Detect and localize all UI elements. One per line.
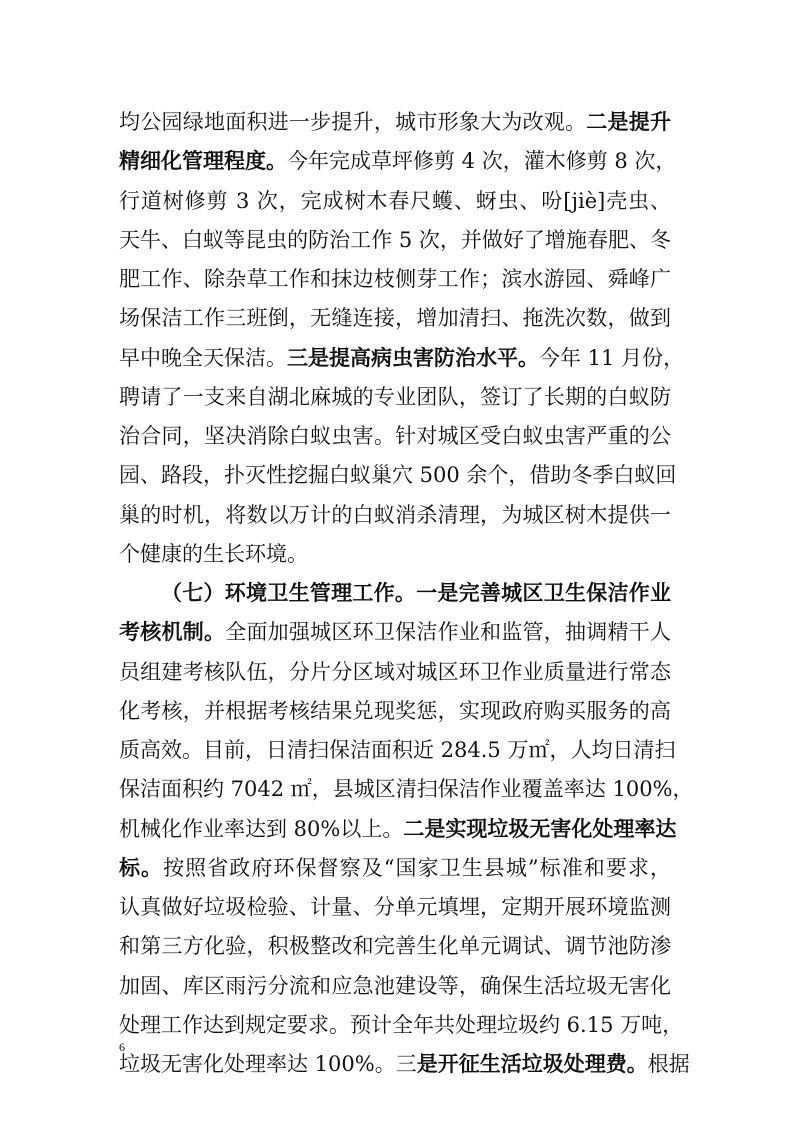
text-line	[119, 809, 677, 849]
bold-text-segment: 三是提高病虫害防治水平。	[287, 345, 539, 370]
text-segment: 个健康的生长环境。	[119, 541, 308, 566]
text-segment: 员组建考核队伍，分片分区域对城区环卫作业质量进行常态	[119, 659, 671, 684]
text-line	[119, 298, 671, 338]
text-line	[119, 455, 677, 495]
bold-text-segment: 二是提升	[586, 110, 672, 134]
text-line	[119, 534, 671, 574]
text-segment: 早中晚全天保洁。	[119, 345, 287, 370]
text-line	[119, 416, 671, 456]
bold-text-segment: （七）环境卫生管理工作。一是完善城区卫生保洁作业	[161, 581, 671, 605]
text-segment: 场保洁工作三班倒，无缝连接，增加清扫、拖洗次数，做到	[119, 306, 671, 331]
bold-text-segment: 标。	[119, 855, 164, 880]
text-line	[119, 495, 671, 535]
bold-text-segment: 精细化管理程度。	[119, 149, 287, 174]
text-segment: 肥工作、除杂草工作和抹边枝侧芽工作；滨水游园、舜峰广	[119, 267, 671, 291]
text-line	[119, 691, 671, 731]
text-segment: 天牛、白蚁等昆虫的防治工作 5 次，并做好了增施春肥、冬	[119, 227, 671, 252]
text-segment: 认真做好垃圾检验、计量、分单元填埋，定期开展环境监测	[119, 895, 671, 919]
bold-text-segment: 二是实现垃圾无害化处理率达	[403, 816, 677, 841]
text-line	[119, 181, 671, 221]
text-segment: 加固、库区雨污分流和应急池建设等，确保生活垃圾无害化	[119, 973, 671, 998]
text-line	[119, 220, 671, 260]
text-segment: 全面加强城区环卫保洁作业和监管，抽调精干人	[225, 620, 672, 645]
text-line	[119, 966, 671, 1006]
text-segment: 按照省政府环保督察及“国家卫生县城”标准和要求，	[163, 855, 671, 880]
text-segment: 今年完成草坪修剪 4 次，灌木修剪 8 次，	[287, 149, 677, 174]
text-segment: 聘请了一支来自湖北麻城的专业团队，签订了长期的白蚁防	[119, 384, 671, 409]
text-segment: 治合同，坚决消除白蚁虫害。针对城区受白蚁虫害严重的公	[119, 424, 671, 448]
text-segment: 保洁面积约 7042 ㎡，县城区清扫保洁作业覆盖率达 100%，	[119, 777, 694, 802]
text-line	[161, 573, 671, 613]
text-segment: 机械化作业率达到 80%以上。	[119, 816, 404, 841]
text-segment: 垃圾无害化处理率达 100%。三	[119, 1052, 417, 1076]
text-line	[119, 102, 671, 142]
bold-text-segment: 考核机制。	[119, 620, 226, 645]
text-segment: 行道树修剪 3 次，完成树木春尺蠖、蚜虫、吩[jiè]壳虫、	[119, 188, 671, 213]
text-line	[119, 612, 671, 652]
text-segment: 质高效。目前，日清扫保洁面积近 284.5 万㎡，人均日清扫	[119, 738, 676, 762]
text-line	[119, 377, 671, 417]
text-segment: 处理工作达到规定要求。预计全年共处理垃圾约 6.15 万吨，	[119, 1012, 684, 1037]
text-segment: 巢的时机，将数以万计的白蚁消杀清理，为城区树木提供一	[119, 502, 671, 527]
text-line	[119, 926, 671, 966]
text-segment: 根据	[647, 1052, 690, 1076]
text-line	[119, 1044, 690, 1084]
text-line	[119, 338, 685, 378]
text-segment: 和第三方化验，积极整改和完善生化单元调试、调节池防渗	[119, 934, 671, 959]
text-line	[119, 887, 671, 927]
text-line	[119, 730, 676, 770]
text-segment: 今年 11 月份，	[539, 345, 685, 370]
text-line	[119, 259, 671, 299]
text-line	[119, 652, 671, 692]
text-segment: 化考核，并根据考核结果兑现奖惩，实现政府购买服务的高	[119, 698, 671, 723]
bold-text-segment: 是开征生活垃圾处理费。	[416, 1052, 648, 1076]
text-line	[119, 769, 694, 809]
text-line	[119, 141, 677, 181]
text-line	[119, 1005, 684, 1045]
text-segment: 均公园绿地面积进一步提升，城市形象大为改观。	[119, 110, 587, 134]
page-number: 6	[119, 1040, 125, 1054]
text-segment: 园、路段，扑灭性挖掘白蚁巢穴 500 余个，借助冬季白蚁回	[119, 463, 677, 488]
text-line	[119, 848, 671, 888]
